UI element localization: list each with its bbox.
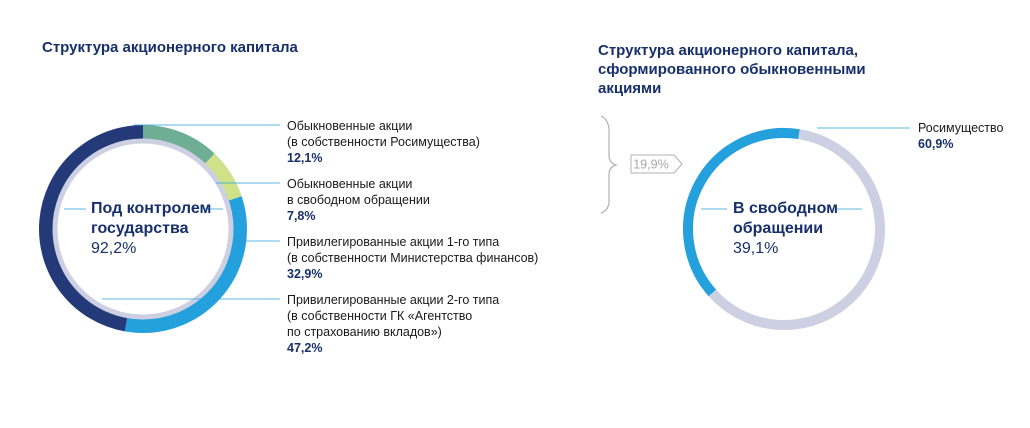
slice-label xyxy=(287,292,499,356)
slice-value: 60,9% xyxy=(918,137,954,151)
slice-label xyxy=(287,118,480,166)
slice-value: 7,8% xyxy=(287,209,316,223)
bracket-value: 19,9% xyxy=(633,157,669,172)
slice-label-line: Обыкновенные акции xyxy=(287,119,413,133)
center-title-line: государства xyxy=(91,220,189,237)
slice-value: 12,1% xyxy=(287,151,323,165)
center-value: 92,2% xyxy=(91,240,137,257)
slice-value: 32,9% xyxy=(287,267,323,281)
right-center-label xyxy=(733,199,838,259)
slice-label xyxy=(918,120,1003,152)
slice-label-line: Росимущество xyxy=(918,121,1004,135)
slice-label-line: (в собственности ГК «Агентство xyxy=(287,309,473,323)
chart-title-left: Структура акционерного капитала xyxy=(42,39,298,56)
chart-title-right-line: акциями xyxy=(598,80,662,97)
slice-label-line: в свободном обращении xyxy=(287,193,430,207)
slice-label xyxy=(287,234,538,282)
slice-value: 47,2% xyxy=(287,341,323,355)
slice-label-line: Привилегированные акции 2-го типа xyxy=(287,293,500,307)
slice-label xyxy=(287,176,430,224)
slice-label-line: (в собственности Министерства финансов) xyxy=(287,251,539,265)
chart-title-right-line: Структура акционерного капитала, xyxy=(598,42,859,59)
center-title-line: В свободном xyxy=(733,200,838,217)
center-title-line: Под контролем xyxy=(91,200,212,217)
chart-title-right-line: сформированного обыкновенными xyxy=(598,61,866,78)
bracket-brace xyxy=(601,116,616,213)
center-value: 39,1% xyxy=(733,240,779,257)
slice-label-line: Привилегированные акции 1-го типа xyxy=(287,235,500,249)
center-title-line: обращении xyxy=(733,220,824,237)
slice-label-line: (в собственности Росимущества) xyxy=(287,135,480,149)
slice-label-line: Обыкновенные акции xyxy=(287,177,413,191)
slice-label-line: по страхованию вкладов») xyxy=(287,325,442,339)
left-center-label xyxy=(91,199,211,259)
